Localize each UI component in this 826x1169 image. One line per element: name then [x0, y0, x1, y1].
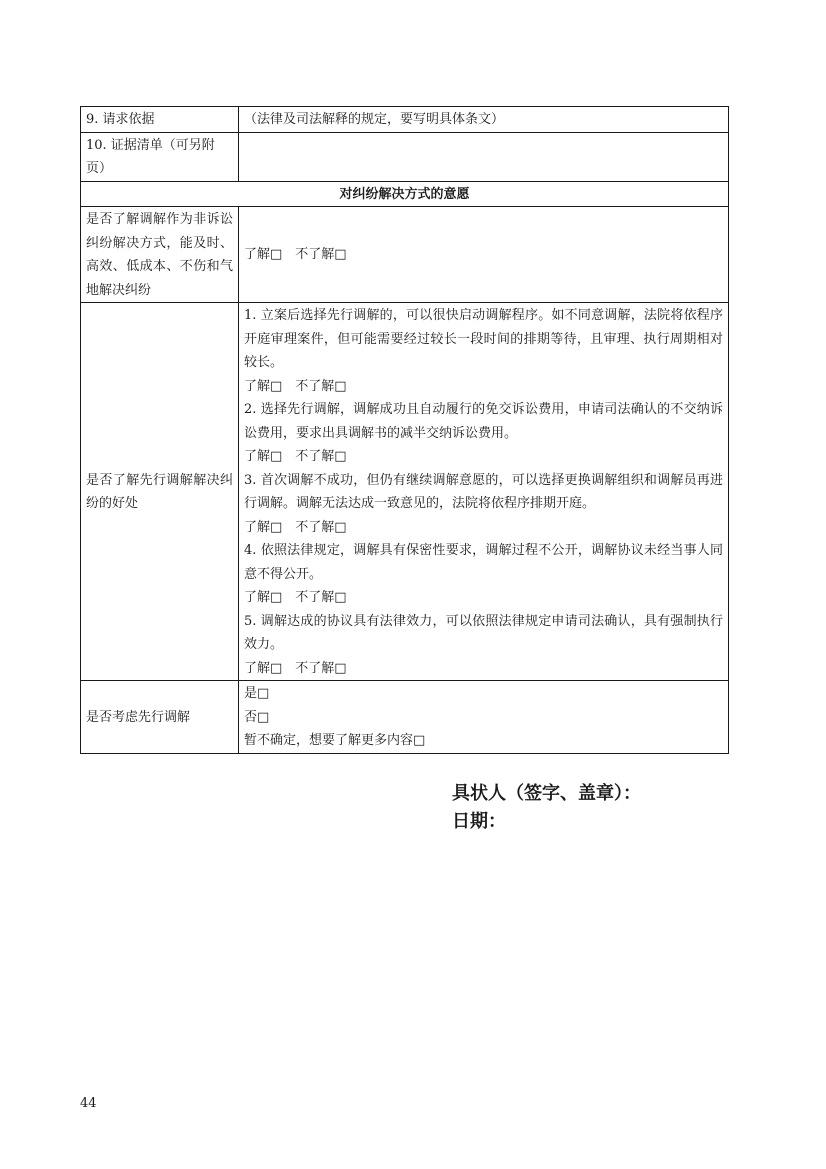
request-basis-label: 9. 请求依据 [81, 107, 239, 133]
know-mediation-label: 是否了解调解作为非诉讼纠纷解决方式，能及时、高效、低成本、不伤和气地解决纠纷 [81, 207, 239, 303]
benefit-item-answer: 了解□ 不了解□ [244, 660, 347, 676]
benefit-item-text: 4. 依照法律规定，调解具有保密性要求，调解过程不公开，调解协议未经当事人同意不得公开。 [244, 543, 723, 582]
benefit-item-answer: 了解□ 不了解□ [244, 590, 347, 605]
request-basis-row [81, 107, 729, 133]
option-no: 否□ [244, 709, 270, 725]
signature-block [452, 780, 641, 836]
date-label: 日期： [452, 811, 506, 832]
request-basis-value: （法律及司法解释的规定，要写明具体条文） [239, 107, 729, 133]
signer-label: 具状人（签字、盖章）： [452, 783, 641, 804]
option-undecided: 暂不确定，想要了解更多内容□ [244, 733, 426, 748]
evidence-list-value [239, 132, 729, 181]
mediation-benefits-list [239, 303, 729, 681]
page-number: 44 [80, 1096, 97, 1111]
consider-mediation-options [239, 681, 729, 754]
section-header-row [81, 181, 729, 207]
evidence-list-row [81, 132, 729, 181]
option-yes: 是□ [244, 686, 270, 701]
complaint-form-table [80, 106, 729, 754]
mediation-benefits-label: 是否了解先行调解解决纠纷的好处 [81, 303, 239, 681]
mediation-benefits-row [81, 303, 729, 681]
know-mediation-row [81, 207, 729, 303]
benefit-item-text: 5. 调解达成的协议具有法律效力，可以依照法律规定申请司法确认，具有强制执行效力。 [244, 613, 723, 652]
evidence-list-label: 10. 证据清单（可另附页） [81, 132, 239, 181]
consider-mediation-row [81, 681, 729, 754]
benefit-item-text: 3. 首次调解不成功，但仍有继续调解意愿的，可以选择更换调解组织和调解员再进行调解。调解无法达成一致意见的，法院将依程序排期开庭。 [244, 472, 723, 511]
benefit-item-answer: 了解□ 不了解□ [244, 519, 347, 535]
benefit-item-answer: 了解□ 不了解□ [244, 449, 347, 464]
section-title: 对纠纷解决方式的意愿 [81, 181, 729, 207]
know-mediation-answer: 了解□ 不了解□ [239, 207, 729, 303]
benefit-item-answer: 了解□ 不了解□ [244, 378, 347, 394]
benefit-item-text: 2. 选择先行调解，调解成功且自动履行的免交诉讼费用，申请司法确认的不交纳诉讼费用，要求出具调解书的减半交纳诉讼费用。 [244, 402, 723, 441]
benefit-item-text: 1. 立案后选择先行调解的，可以很快启动调解程序。如不同意调解，法院将依程序开庭审理案件，但可能需要经过较长一段时间的排期等待，且审理、执行周期相对较长。 [244, 308, 723, 370]
consider-mediation-label: 是否考虑先行调解 [81, 681, 239, 754]
